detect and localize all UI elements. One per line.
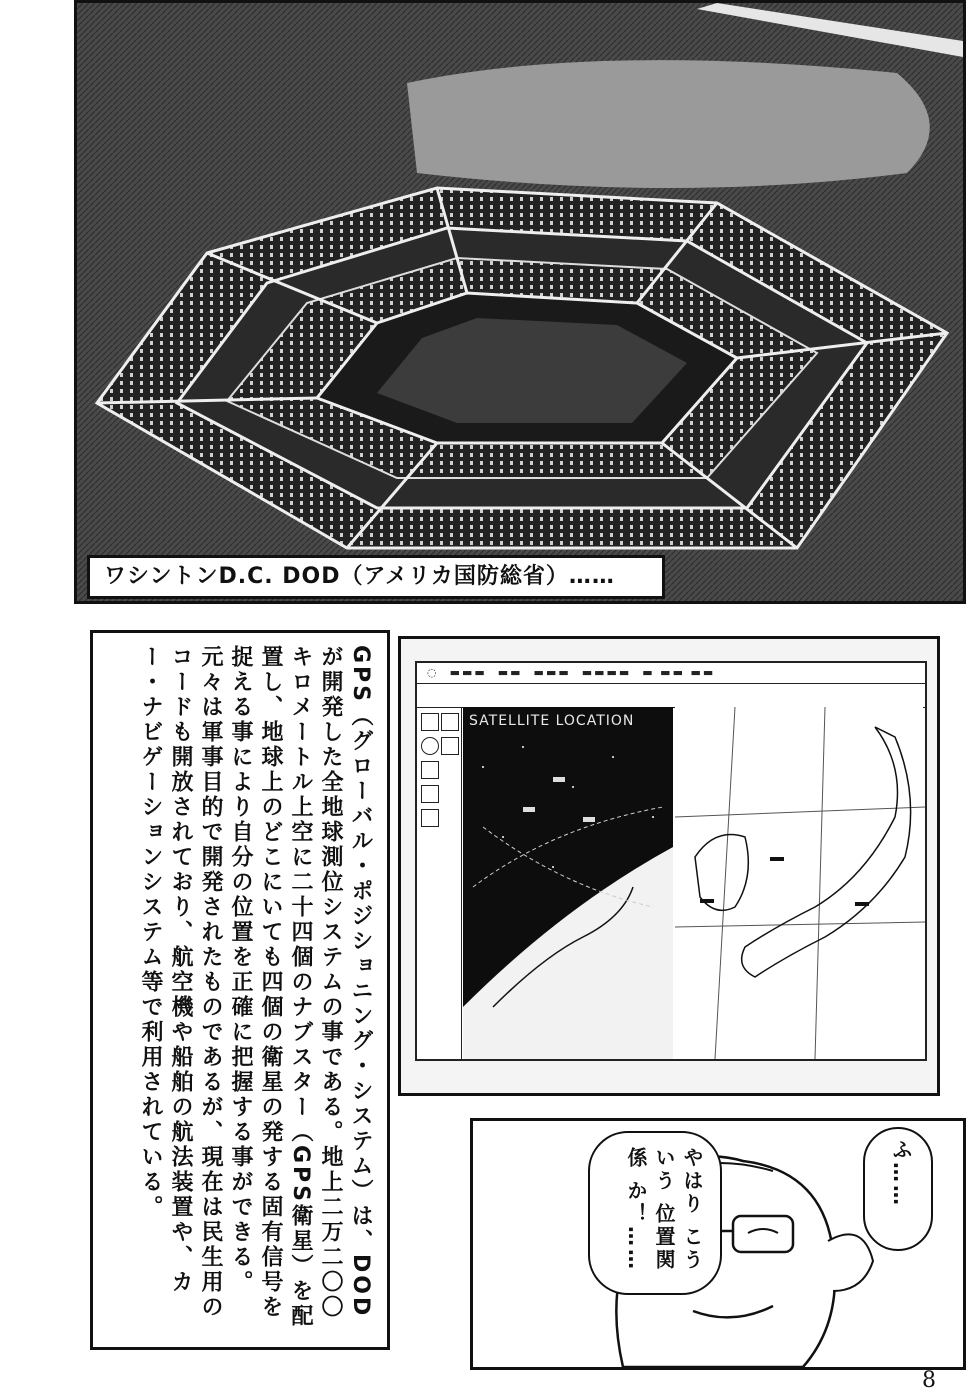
pentagon-illustration <box>77 3 963 601</box>
pentagon-panel <box>74 0 966 604</box>
pencil-tool-icon <box>421 713 439 731</box>
toolbar-strip <box>417 683 925 708</box>
circle-tool-icon <box>421 737 439 755</box>
narration-text: GPS（グローバル・ポジショニング・システム）は、DODが開発した全地球測位システムの事である。地上二万二〇〇キロメートル上空に二十四個のナブスター（GPS衛星）を配置し、地球上のどこにいても四個の衛星の発する固有信号を捉える事により自分の位置を正確に把握する事ができる。元々は軍事目的で開発されたものであるが、現在は民生用のコードも開放されており、航空機や船舶の航法装置や、カー・ナビゲーションシステム等で利用されている。 <box>138 645 373 1330</box>
speech-text-side: ふ…… <box>889 1139 913 1208</box>
menu-bar: ◌ ▬▬▬ ▬▬ ▬▬▬ ▬▬▬▬ ▬ ▬▬ ▬▬ <box>417 663 925 684</box>
triangle-tool-icon <box>441 737 459 755</box>
tool-slot-icon <box>421 785 439 803</box>
select-tool-icon <box>441 713 459 731</box>
gps-software-window <box>415 661 927 1061</box>
character-panel <box>470 1118 966 1370</box>
tool-palette <box>417 707 462 1059</box>
satellite-view <box>463 707 673 1059</box>
page-number: 8 <box>922 1368 936 1393</box>
narration-box <box>90 630 390 1350</box>
monitor-panel <box>398 636 940 1096</box>
japan-map-view <box>675 707 923 1059</box>
tool-slot-icon <box>421 761 439 779</box>
satellite-location-label: SATELLITE LOCATION <box>469 713 635 729</box>
tool-slot-icon <box>421 809 439 827</box>
location-caption: ワシントンD.C. DOD（アメリカ国防総省）…… <box>87 555 665 599</box>
apple-menu-icon: ◌ <box>427 666 439 679</box>
speech-bubble-side <box>863 1127 933 1251</box>
satellite-starfield <box>463 707 673 1059</box>
speech-bubble-main <box>588 1131 722 1295</box>
speech-text-main: やはり こういう 位置関係 か！…… <box>624 1147 704 1272</box>
japan-map <box>675 707 925 1059</box>
